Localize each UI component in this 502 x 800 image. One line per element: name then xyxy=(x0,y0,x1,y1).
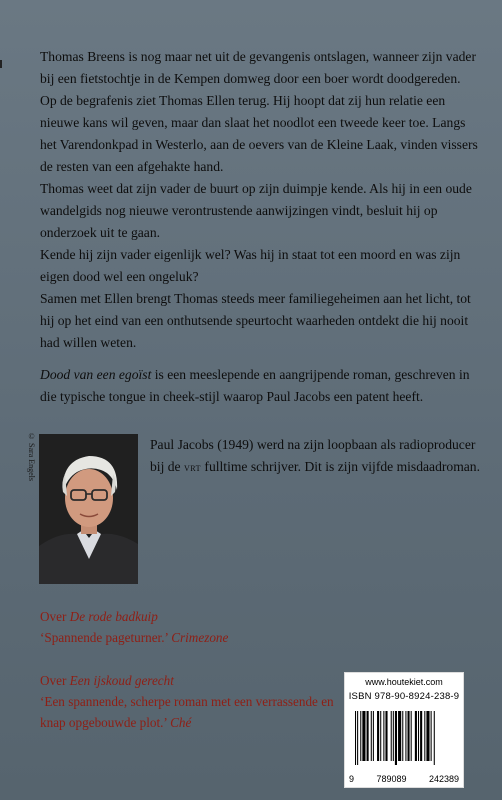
barcode-bar xyxy=(380,711,381,761)
barcode-image xyxy=(349,709,459,767)
author-bio-part-1: Paul Jacobs (1949) werd na zijn loopbaan als radioproducer bij de xyxy=(150,437,476,474)
barcode-bar xyxy=(395,711,397,765)
blurb-paragraph-2: Thomas weet dat zijn vader de buurt op zijn duimpje kende. Als hij in een oude wandelgids nog nieuwe verontrustende aanwijzingen vindt, besluit hij op onderzoek uit te gaan. xyxy=(40,181,472,240)
isbn-text: ISBN 978-90-8924-238-9 xyxy=(348,691,460,702)
barcode-bar xyxy=(431,711,432,761)
blurb-paragraph-4: Samen met Ellen brengt Thomas steeds meer familiegeheimen aan het licht, tot hij op het eind van een onthutsende speurtocht waarheden ontdekt die hij nooit had willen weten. xyxy=(40,291,471,350)
author-bio-text xyxy=(150,434,480,478)
barcode-bar xyxy=(367,711,369,761)
review-2-book-title: Een ijskoud gerecht xyxy=(69,673,174,688)
barcode-bar xyxy=(424,711,425,761)
review-2-source: Ché xyxy=(170,715,192,730)
barcode-bar xyxy=(360,711,361,761)
barcode-bar xyxy=(385,711,387,761)
book-title: Dood van een egoïst xyxy=(40,367,152,382)
blurb-paragraph-5-rest: is een meeslepende en aangrijpende roman, geschreven in die typische tongue in cheek-stijl waarop Paul Jacobs een patent heeft. xyxy=(40,367,470,404)
barcode-bar xyxy=(373,711,374,761)
barcode-number xyxy=(349,774,459,784)
review-1-book-title: De rode badkuip xyxy=(69,609,158,624)
barcode-bar xyxy=(434,711,435,765)
barcode-bar xyxy=(371,711,372,761)
barcode-bar xyxy=(411,711,412,761)
review-1-quote-line xyxy=(40,627,320,648)
review-1-source: Crimezone xyxy=(171,630,229,645)
author-photo xyxy=(39,434,138,584)
review-2-book-line xyxy=(40,670,340,691)
publisher-url: www.houtekiet.com xyxy=(365,677,443,687)
barcode-bar xyxy=(357,711,358,765)
blurb-paragraph-1: Thomas Breens is nog maar net uit de gevangenis ontslagen, wanneer zijn vader bij een fietstochtje in de Kempen domweg door een boer wordt doodgereden. Op de begrafenis ziet Thomas Ellen terug. Hij hoopt dat zij hun relatie een nieuwe kans wil geven, maar dan slaat het noodlot een tweede keer toe. Langs het Varendonkpad in Westerlo, aan de oevers van de Kleine Laak, vinden vissers de resten van een afgehakte hand. xyxy=(40,49,478,174)
blurb-paragraph-5 xyxy=(40,364,480,408)
barcode-bar xyxy=(420,711,422,761)
barcode-bar xyxy=(418,711,419,761)
author-bio xyxy=(150,434,480,478)
review-1 xyxy=(40,606,320,648)
barcode-digits-3: 242389 xyxy=(428,774,459,784)
barcode-label xyxy=(344,672,464,788)
barcode-bar xyxy=(405,711,406,761)
barcode-bar xyxy=(415,711,417,761)
review-2-quote-line xyxy=(40,691,340,733)
blurb-paragraph-3: Kende hij zijn vader eigenlijk wel? Was hij in staat tot een moord en was zijn eigen dood wel een ongeluk? xyxy=(40,247,461,284)
review-1-book-line xyxy=(40,606,320,627)
review-2-quote: ‘Een spannende, scherpe roman met een verrassende en knap opgebouwde plot.’ xyxy=(40,694,334,730)
review-2-over: Over xyxy=(40,673,70,688)
barcode-bar xyxy=(408,711,410,761)
edge-mark xyxy=(0,60,2,68)
barcode-bar xyxy=(402,711,403,761)
barcode-bar xyxy=(355,711,356,765)
review-2 xyxy=(40,670,340,733)
review-1-over: Over xyxy=(40,609,70,624)
photo-credit: © Sara Engels xyxy=(27,432,36,481)
barcode-bar xyxy=(362,711,365,761)
barcode-bar xyxy=(393,711,394,761)
vrt-abbreviation: vrt xyxy=(183,460,202,474)
blurb-text xyxy=(40,46,480,408)
barcode-digit-1: 9 xyxy=(349,774,355,784)
barcode-bar xyxy=(391,711,392,761)
barcode-bar xyxy=(377,711,379,761)
barcode-digits-2: 789089 xyxy=(376,774,407,784)
barcode-bar xyxy=(426,711,429,761)
barcode-bar xyxy=(383,711,384,761)
author-portrait-image xyxy=(39,434,138,584)
review-1-quote: ‘Spannende pageturner.’ xyxy=(40,630,172,645)
author-bio-part-2: fulltime schrijver. Dit is zijn vijfde misdaadroman. xyxy=(201,459,481,474)
barcode-bar xyxy=(398,711,401,761)
